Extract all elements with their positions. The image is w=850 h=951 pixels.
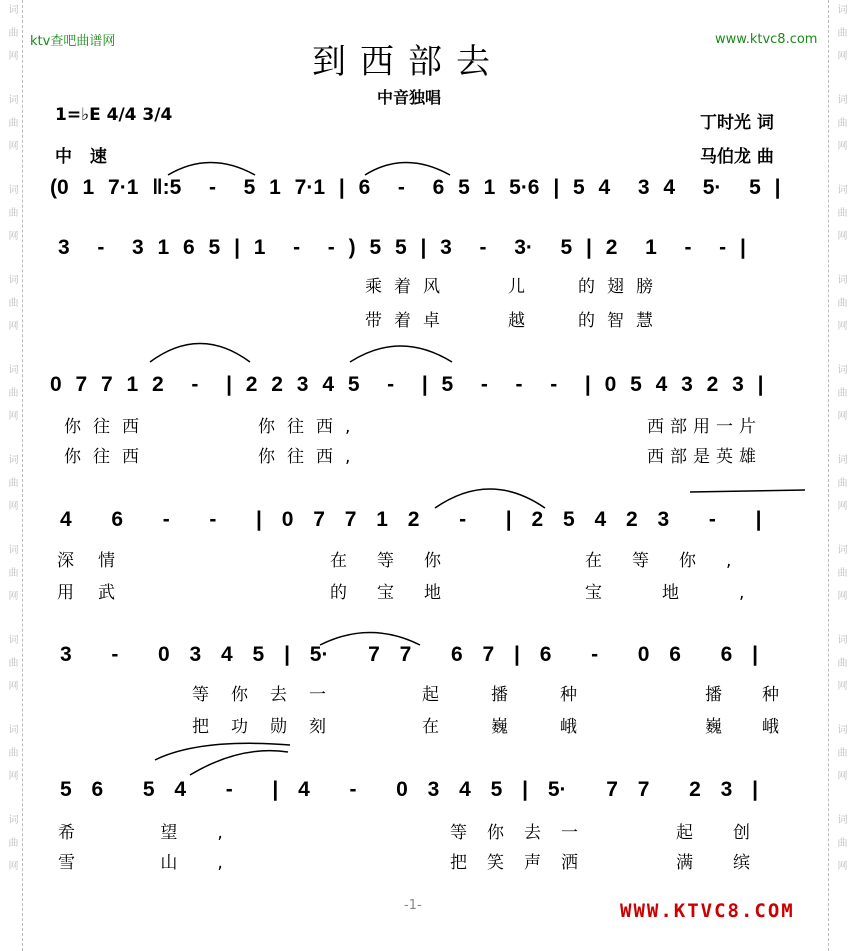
watermark-text: 词曲网 — [6, 364, 17, 433]
watermark-text: 词曲网 — [6, 814, 17, 883]
lyric: 等你去一 — [192, 685, 348, 705]
lyric: 越 — [508, 311, 537, 331]
notation-line-6: 5 6 5 4 - | 4 - 0 3 4 5 | 5· 7 7 2 3 | — [60, 778, 758, 801]
lyric: 你往西, — [258, 417, 363, 437]
watermark-text: 词曲网 — [6, 4, 17, 73]
lyric: 满缤 — [676, 853, 790, 873]
watermark-text: 词曲网 — [835, 814, 846, 883]
lyric: 宝地, — [585, 583, 805, 603]
watermark-text: 词曲网 — [6, 274, 17, 343]
watermark-text: 词曲网 — [6, 184, 17, 253]
lyric: 起创 — [676, 823, 790, 843]
watermark-text: 词曲网 — [835, 274, 846, 343]
notation-line-2: 3 - 3 1 6 5 | 1 - - ) 5 5 | 3 - 3· 5 | 2 1 - - | — [58, 236, 746, 259]
notation-line-3: 0 7 7 1 2 - | 2 2 3 4 5 - | 5 - - - | 0 5 4 3 2 3 | — [50, 373, 764, 396]
song-title: 到西部去 — [312, 42, 504, 82]
lyric: 把笑声洒 — [450, 853, 598, 873]
notation-line-4: 4 6 - - | 0 7 7 1 2 - | 2 5 4 2 3 - | — [60, 508, 762, 531]
lyric: 起播种 — [422, 685, 629, 705]
lyric: 在等你 — [330, 551, 471, 571]
notation-line-1: (0 1 7·1 ‖:5 - 5 1 7·1 | 6 - 6 5 1 5·6 | 5 4 3 4 5· 5 | — [50, 176, 781, 199]
watermark-text: 词曲网 — [835, 4, 846, 73]
key-signature: 1=♭E 4/4 3/4 — [55, 105, 173, 125]
watermark-text: 词曲网 — [6, 94, 17, 163]
watermark-text: 词曲网 — [835, 634, 846, 703]
lyric: 用武 — [57, 583, 139, 603]
watermark-text: 词曲网 — [6, 454, 17, 523]
lyric: 你往西, — [258, 447, 363, 467]
tempo: 中 速 — [55, 147, 107, 167]
watermark-text: 词曲网 — [6, 634, 17, 703]
lyric: 的智慧 — [578, 311, 665, 331]
subtitle: 中音独唱 — [377, 88, 442, 107]
notation-line-5: 3 - 0 3 4 5 | 5· 7 7 6 7 | 6 - 0 6 6 | — [60, 643, 758, 666]
watermark-text: 词曲网 — [835, 724, 846, 793]
lyric: 带着卓 — [365, 311, 452, 331]
watermark-text: 词曲网 — [835, 184, 846, 253]
watermark-text: 词曲网 — [835, 94, 846, 163]
lyric: 雪 山, — [58, 853, 263, 873]
lyric: 你往西 — [64, 447, 151, 467]
page-number: -1- — [404, 898, 422, 913]
site-name-left[interactable]: ktv查吧曲谱网 — [30, 34, 116, 49]
site-url-right[interactable]: www.ktvc8.com — [715, 32, 818, 47]
lyric: 西部是英雄 — [647, 447, 762, 467]
lyric: 儿 — [508, 277, 537, 297]
lyric: 乘着风 — [365, 277, 452, 297]
lyric: 的宝地 — [330, 583, 471, 603]
lyric: 等你去一 — [450, 823, 598, 843]
lyric: 深情 — [57, 551, 139, 571]
watermark-text: 词曲网 — [835, 364, 846, 433]
lyric: 的翅膀 — [578, 277, 665, 297]
lyric: 在巍峨 — [422, 717, 629, 737]
lyric: 在等你, — [585, 551, 762, 571]
lyric: 播种 — [705, 685, 819, 705]
lyric: 巍峨 — [705, 717, 819, 737]
watermark-text: 词曲网 — [835, 544, 846, 613]
watermark-text: 词曲网 — [835, 454, 846, 523]
watermark-text: 词曲网 — [6, 724, 17, 793]
lyric: 把功勋刻 — [192, 717, 348, 737]
watermark-text: 词曲网 — [6, 544, 17, 613]
site-logo[interactable]: WWW.KTVC8.COM — [620, 900, 795, 922]
lyric: 你往西 — [64, 417, 151, 437]
lyric: 希 望, — [58, 823, 263, 843]
lyricist: 丁时光 词 — [700, 113, 774, 133]
composer: 马伯龙 曲 — [700, 147, 774, 167]
lyric: 西部用一片 — [647, 417, 762, 437]
